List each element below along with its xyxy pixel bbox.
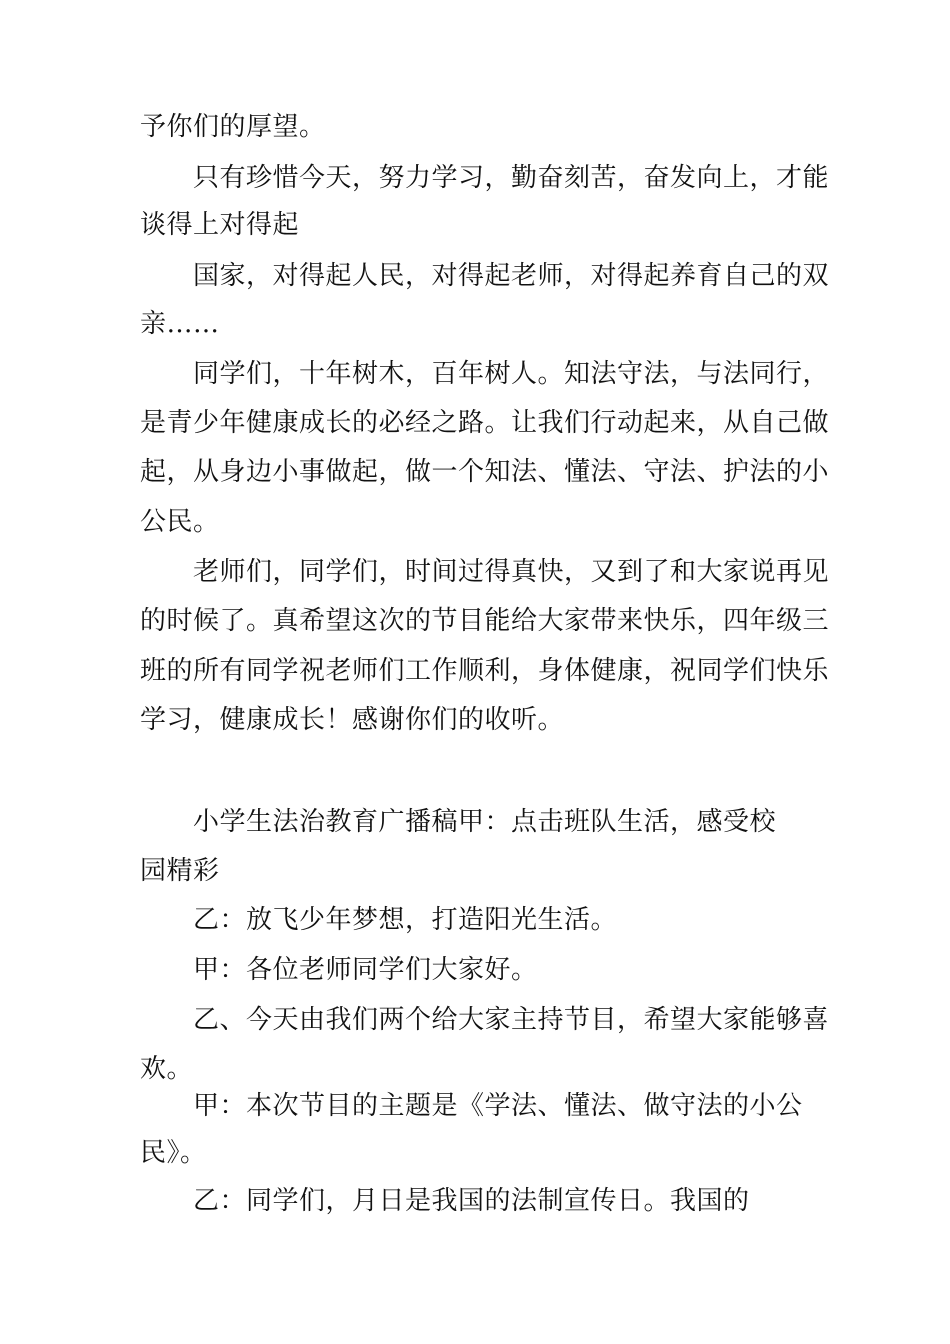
text-line: 谈得上对得起 (140, 210, 300, 240)
text-line: 学习，健康成长！感谢你们的收听。 (140, 705, 565, 735)
text-line: 国家，对得起人民，对得起老师，对得起养育自己的双 (193, 261, 830, 291)
text-line: 老师们，同学们，时间过得真快，又到了和大家说再见 (193, 557, 830, 587)
section-title-line: 园精彩 (140, 856, 220, 886)
dialogue-line: 乙：放飞少年梦想，打造阳光生活。 (193, 905, 618, 935)
section-title-line: 小学生法治教育广播稿甲：点击班队生活，感受校 (193, 807, 777, 837)
text-line: 亲…… (140, 309, 220, 339)
dialogue-line: 乙：同学们，月日是我国的法制宣传日。我国的 (193, 1186, 750, 1216)
text-line: 予你们的厚望。 (140, 112, 326, 142)
text-line: 班的所有同学祝老师们工作顺利，身体健康，祝同学们快乐 (140, 656, 830, 686)
text-line: 同学们，十年树木，百年树人。知法守法，与法同行， (193, 359, 830, 389)
dialogue-line: 乙、今天由我们两个给大家主持节目，希望大家能够喜 (193, 1005, 830, 1035)
dialogue-line: 甲：本次节目的主题是《学法、懂法、做守法的小公 (193, 1091, 803, 1121)
dialogue-line: 民》。 (140, 1138, 207, 1168)
text-line: 起，从身边小事做起，做一个知法、懂法、守法、护法的小 (140, 457, 830, 487)
text-line: 是青少年健康成长的必经之路。让我们行动起来，从自己做 (140, 408, 830, 438)
dialogue-line: 甲：各位老师同学们大家好。 (193, 955, 538, 985)
dialogue-line: 欢。 (140, 1054, 194, 1084)
text-line: 公民。 (140, 507, 220, 537)
text-line: 的时候了。真希望这次的节目能给大家带来快乐，四年级三 (140, 606, 830, 636)
text-line: 只有珍惜今天，努力学习，勤奋刻苦，奋发向上，才能 (193, 163, 830, 193)
